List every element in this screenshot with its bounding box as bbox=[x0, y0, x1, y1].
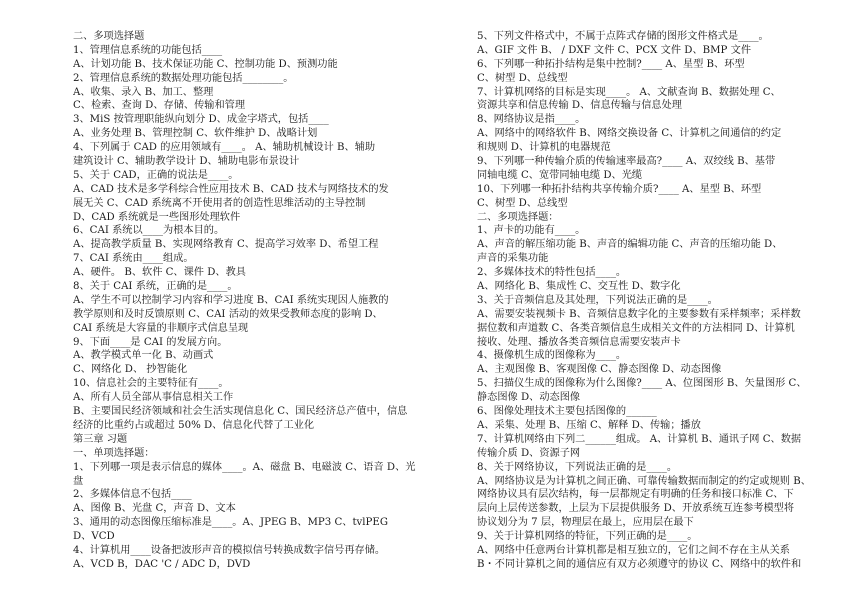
text-line: 二、多项选择题 bbox=[73, 31, 145, 42]
text-line: C、树型 D、总线型 bbox=[477, 72, 568, 84]
text-line: A、GIF 文件 B、 / DXF 文件 C、PCX 文件 D、BMP 文件 bbox=[477, 44, 752, 56]
text-line: 2、管理信息系统的数据处理功能包括________。 bbox=[73, 72, 294, 84]
text-line: 二、多项选择题： bbox=[477, 211, 559, 223]
text-line: 网络协议具有层次结构，每一层都规定有明确的任务和接口标准 C、下 bbox=[477, 489, 794, 501]
text-line: A、网络中的网络软件 B、网络交换设备 C、计算机之间通信的约定 bbox=[477, 128, 782, 140]
text-line: D、CAD 系统就是一些图形处理软件 bbox=[73, 211, 241, 223]
text-line: 5、扫描仪生成的图像称为什么图像?____ A、位图图形 B、矢量图形 C、 bbox=[477, 378, 807, 390]
text-line: 1、下列哪一项是表示信息的媒体____。A、磁盘 B、电磁波 C、语音 D、光 bbox=[73, 461, 416, 473]
text-line: 3、关于音频信息及其处理，下列说法正确的是____。 bbox=[477, 294, 718, 306]
text-line: 4、计算机用____设备把波形声音的模拟信号转换成数字信号再存储。 bbox=[73, 544, 386, 556]
text-line: C、检索、查询 D、存储、传输和管理 bbox=[73, 100, 246, 112]
text-line: 6、图像处理技术主要包括图像的______ bbox=[477, 406, 657, 418]
text-line: 传输介质 D、资源子网 bbox=[477, 447, 581, 459]
text-line: 7、CAI 系统由____组成。 bbox=[73, 253, 194, 265]
text-line: C、网络化 D、 抄智能化 bbox=[73, 364, 188, 376]
text-line: 8、关于网络协议，下列说法正确的是____。 bbox=[477, 461, 678, 473]
text-line: A、VCD B，DAC 'C / ADC D，DVD bbox=[73, 558, 251, 570]
text-line: A、收集、录入 B、加工、整理 bbox=[73, 86, 214, 98]
text-line: A、提高教学质量 B、实现网络教育 C、提高学习效率 D、希望工程 bbox=[73, 239, 379, 251]
text-line: 和规则 D、计算机的电器规范 bbox=[477, 142, 611, 154]
text-line: 经济的比重约占或超过 50% D、信息化代替了工业化 bbox=[73, 419, 315, 431]
text-line: 6、CAI 系统以____为根本目的。 bbox=[73, 225, 225, 237]
text-line: A、声音的解压缩功能 B、声音的编辑功能 C、声音的压缩功能 D、 bbox=[477, 239, 783, 251]
text-line: 一、单项选择题： bbox=[73, 447, 155, 459]
text-line: 10、下列哪一种拓扑结构共享传输介质?____ A、星型 B、环型 bbox=[477, 183, 762, 195]
text-line: 1、声卡的功能有____。 bbox=[477, 225, 586, 237]
text-line: 10、信息社会的主要特征有____。 bbox=[73, 378, 229, 390]
text-line: 5、下列文件格式中，不属于点阵式存储的图形文件格式是____。 bbox=[477, 31, 769, 42]
text-line: 声音的采集功能 bbox=[477, 253, 549, 265]
text-line: CAI 系统是大容量的非顺序式信息呈现 bbox=[73, 322, 249, 334]
text-line: 协议划分为 7 层，物理层在最上，应用层在最下 bbox=[477, 517, 694, 529]
text-line: 第三章 习题 bbox=[73, 433, 128, 445]
text-line: 2、多媒体信息不包括____ bbox=[73, 489, 192, 501]
text-line: A、采集、处理 B、压缩 C、解释 D、传输；播放 bbox=[477, 419, 701, 431]
text-line: A、网络化 B、集成性 C、交互性 D、数字化 bbox=[477, 281, 681, 293]
left-column bbox=[73, 30, 421, 572]
text-line: 8、网络协议是指____。 bbox=[477, 114, 586, 126]
text-line: 4、摄像机生成的图像称为____。 bbox=[477, 350, 627, 362]
text-line: 同轴电缆 C、宽带同轴电缆 D、光缆 bbox=[477, 169, 643, 181]
text-line: A、所有人员全部从事信息相关工作 bbox=[73, 392, 234, 404]
text-line: 静态图像 D、动态图像 bbox=[477, 392, 581, 404]
text-line: 展无关 C、CAD 系统离不开使用者的创造性思维活动的主导控制 bbox=[73, 197, 366, 209]
text-line: 盘 bbox=[73, 475, 84, 487]
text-line: 4、下列属于 CAD 的应用领域有____。 A、辅助机械设计 B、辅助 bbox=[73, 142, 376, 154]
text-line: 资源共享和信息传输 D、信息传输与信息处理 bbox=[477, 100, 682, 112]
text-line: 7、计算机网络由下列二______组成。 A、计算机 B、通讯子网 C、数据 bbox=[477, 433, 802, 445]
text-line: 9、下面____是 CAI 的发展方向。 bbox=[73, 336, 228, 348]
text-line: 9、下列哪一种传输介质的传输速率最高?____ A、双绞线 B、基带 bbox=[477, 156, 776, 168]
text-line: 3、通用的动态图像压缩标准是____。A、JPEG B、MP3 C、tvlPEG bbox=[73, 517, 388, 529]
text-line: 7、计算机网络的目标是实现____。 A、文献查询 B、数据处理 C、 bbox=[477, 86, 781, 98]
text-line: A、主观图像 B、客观图像 C、静态图像 D、动态图像 bbox=[477, 364, 722, 376]
text-line: A、教学模式单一化 B、动画式 bbox=[73, 350, 214, 362]
text-line: 9、关于计算机网络的特征，下列正确的是____。 bbox=[477, 531, 698, 543]
text-line: 3、MiS 按管理职能纵向划分 D、成金字塔式，包括____ bbox=[73, 114, 329, 126]
text-line: 8、关于 CAI 系统，正确的是____。 bbox=[73, 281, 238, 293]
text-line: D、VCD bbox=[73, 531, 115, 543]
text-line: 1、管理信息系统的功能包括____ bbox=[73, 44, 223, 56]
text-line: A、CAD 技术是多学科综合性应用技术 B、CAD 技术与网络技术的发 bbox=[73, 183, 389, 195]
text-line: A、需要安装视频卡 B、音频信息数字化的主要参数有采样频率；采样数 bbox=[477, 308, 801, 320]
text-line: 据位数和声道数 C、各类音频信息生成相关文件的方法相同 D、计算机 bbox=[477, 322, 795, 334]
right-column bbox=[477, 30, 829, 572]
text-line: A、学生不可以控制学习内容和学习进度 B、CAI 系统实现因人施教的 bbox=[73, 294, 389, 306]
text-line: 层向上层传送参数，上层为下层提供服务 D、开放系统互连参考模型将 bbox=[477, 503, 795, 515]
text-line: 建筑设计 C、辅助教学设计 D、辅助电影布景设计 bbox=[73, 156, 300, 168]
text-line: A、网络协议是为计算机之间正确、可靠传输数据而制定的约定或规则 B、 bbox=[477, 475, 811, 487]
text-line: 6、下列哪一种拓扑结构是集中控制?____ A、星型 B、环型 bbox=[477, 58, 745, 70]
text-line: B、主要国民经济领域和社会生活实现信息化 C、国民经济总产值中，信息 bbox=[73, 406, 408, 418]
text-line: 5、关于 CAD，正确的说法是____。 bbox=[73, 169, 239, 181]
text-line: A、计划功能 B、技术保证功能 C、控制功能 D、预测功能 bbox=[73, 58, 338, 70]
text-line: 2、多媒体技术的特性包括____。 bbox=[477, 267, 627, 279]
text-line: A、业务处理 B、管理控制 C、软件维护 D、战略计划 bbox=[73, 128, 318, 140]
text-line: A、硬件。 B、软件 C、课件 D、教具 bbox=[73, 267, 246, 279]
text-line: A、网络中任意两台计算机都是相互独立的，它们之间不存在主从关系 bbox=[477, 544, 790, 556]
text-line: 教学原则和及时反馈原则 C、CAI 活动的效果受教师态度的影响 D、 bbox=[73, 308, 383, 320]
text-line: A、图像 B、光盘 C，声音 D、文本 bbox=[73, 503, 236, 515]
text-line: 接收、处理、播放各类音频信息需要安装声卡 bbox=[477, 336, 681, 348]
text-line: C、树型 D、总线型 bbox=[477, 197, 568, 209]
text-line: B・不同计算机之间的通信应有双方必须遵守的协议 C、网络中的软件和 bbox=[477, 558, 802, 570]
